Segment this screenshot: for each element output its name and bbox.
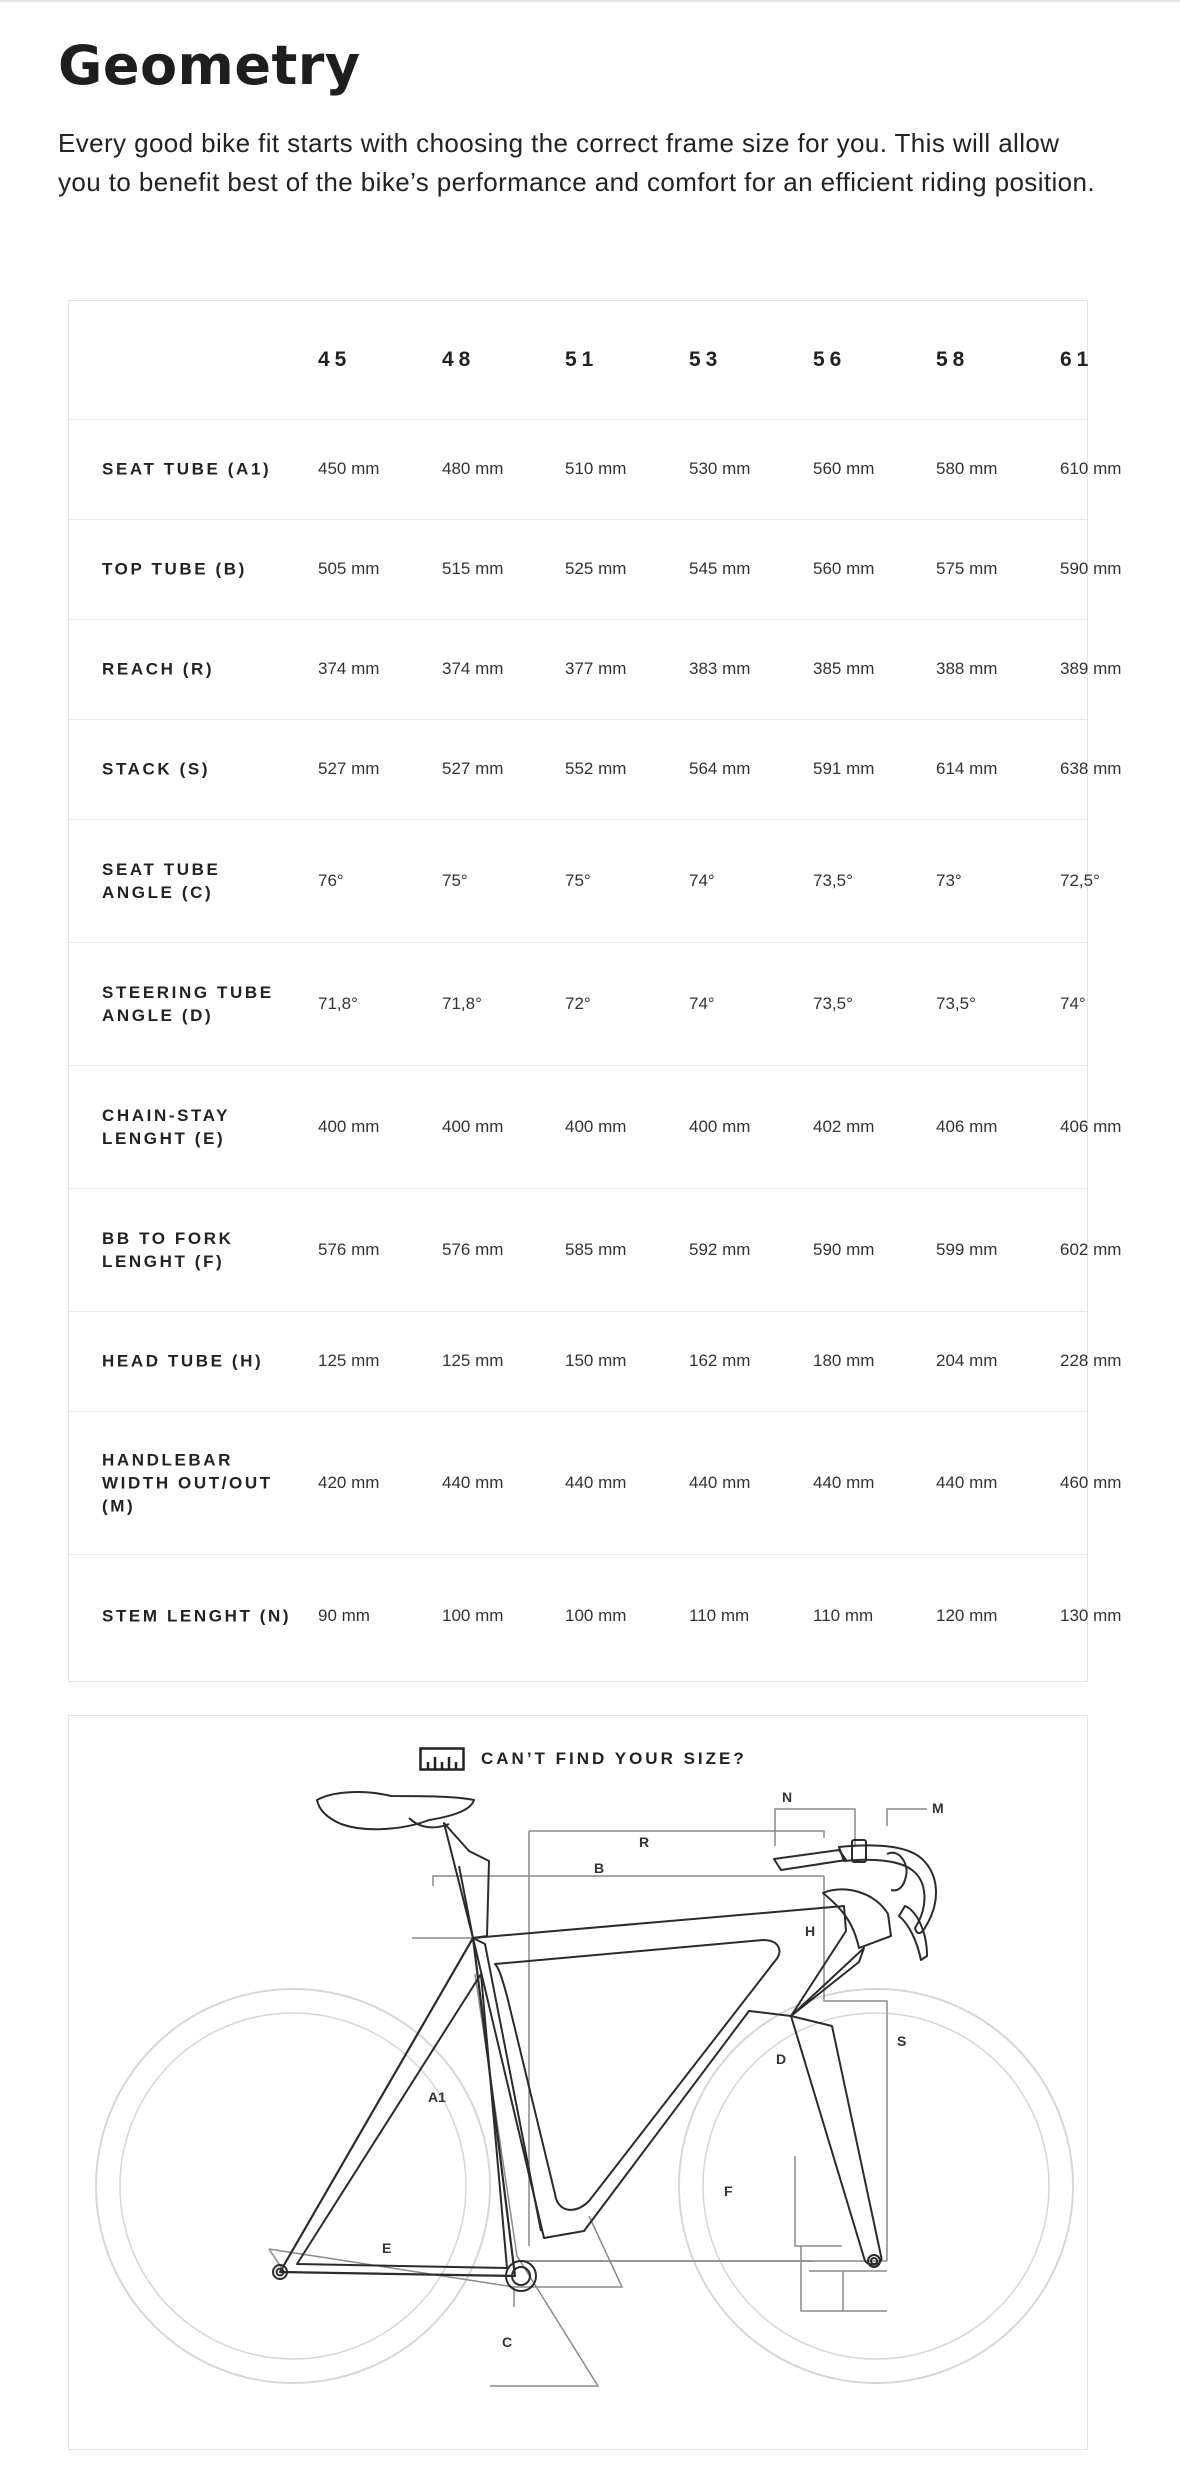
table-cell: 76°	[318, 870, 344, 890]
dim-label-b: B	[594, 1860, 605, 1876]
table-header-row	[69, 301, 1094, 420]
rear-wheel	[96, 1989, 490, 2383]
table-cell: 100 mm	[442, 1605, 504, 1625]
table-cell: 388 mm	[936, 659, 998, 678]
table-cell: 440 mm	[689, 1472, 751, 1492]
row-label: STACK (S)	[102, 759, 211, 779]
size-header: 45	[318, 348, 352, 371]
table-cell: 545 mm	[689, 559, 751, 578]
table-cell: 72,5°	[1060, 870, 1100, 890]
table-cell: 591 mm	[813, 759, 875, 778]
dim-label-c: C	[502, 2334, 513, 2350]
table-cell: 460 mm	[1060, 1472, 1122, 1492]
front-wheel	[679, 1989, 1073, 2383]
table-cell: 575 mm	[936, 559, 998, 578]
table-cell: 74°	[1060, 993, 1086, 1013]
table-cell: 527 mm	[442, 759, 504, 778]
table-cell: 73,5°	[936, 993, 976, 1013]
table-cell: 125 mm	[318, 1351, 380, 1370]
table-cell: 180 mm	[813, 1351, 875, 1370]
table-row	[69, 819, 1100, 943]
size-header: 53	[689, 348, 723, 371]
table-cell: 440 mm	[813, 1472, 875, 1492]
table-cell: 400 mm	[565, 1116, 627, 1136]
size-finder-label: CAN’T FIND YOUR SIZE?	[481, 1749, 747, 1768]
table-cell: 420 mm	[318, 1472, 380, 1492]
row-label: STEM LENGHT (N)	[102, 1606, 292, 1625]
table-cell: 110 mm	[689, 1605, 750, 1625]
table-cell: 389 mm	[1060, 659, 1122, 678]
table-cell: 374 mm	[318, 659, 380, 678]
table-cell: 73°	[936, 870, 962, 890]
dim-label-n: N	[782, 1789, 793, 1805]
table-cell: 580 mm	[936, 459, 998, 478]
table-row	[69, 942, 1087, 1066]
table-cell: 599 mm	[936, 1239, 998, 1259]
row-label: HEAD TUBE (H)	[102, 1351, 264, 1371]
table-cell: 162 mm	[689, 1351, 751, 1370]
table-row	[69, 519, 1122, 620]
dim-label-f: F	[724, 2183, 733, 2199]
table-row	[69, 719, 1122, 820]
table-row	[69, 1065, 1122, 1189]
top-divider	[0, 0, 1180, 2]
table-cell: 377 mm	[565, 659, 627, 678]
dim-label-e: E	[382, 2240, 392, 2256]
table-cell: 590 mm	[1060, 559, 1122, 578]
table-cell: 440 mm	[442, 1472, 504, 1492]
dim-label-d: D	[776, 2051, 787, 2067]
size-header: 58	[936, 348, 970, 371]
dim-label-r: R	[639, 1834, 650, 1850]
table-cell: 510 mm	[565, 459, 627, 478]
bike-frame	[273, 1823, 891, 2291]
dim-label-a1: A1	[428, 2089, 446, 2105]
table-cell: 74°	[689, 993, 715, 1013]
table-cell: 125 mm	[442, 1351, 504, 1370]
table-row	[69, 1311, 1122, 1412]
table-cell: 74°	[689, 870, 715, 890]
table-cell: 560 mm	[813, 459, 875, 478]
row-label: SEAT TUBE (A1)	[102, 459, 272, 479]
table-cell: 110 mm	[813, 1605, 874, 1625]
table-cell: 590 mm	[813, 1239, 875, 1259]
page-title: Geometry	[58, 34, 361, 97]
table-cell: 71,8°	[318, 993, 358, 1013]
table-cell: 480 mm	[442, 459, 504, 478]
table-cell: 120 mm	[936, 1605, 998, 1625]
bike-geometry-drawing	[69, 1716, 1087, 2449]
table-cell: 638 mm	[1060, 759, 1122, 778]
table-cell: 585 mm	[565, 1239, 627, 1259]
table-cell: 560 mm	[813, 559, 875, 578]
geometry-diagram-panel	[68, 1715, 1088, 2450]
table-cell: 71,8°	[442, 993, 482, 1013]
table-cell: 72°	[565, 993, 591, 1013]
table-cell: 610 mm	[1060, 459, 1122, 478]
table-row	[69, 1188, 1122, 1312]
row-label: SEAT TUBE ANGLE (C)	[102, 859, 221, 902]
table-cell: 150 mm	[565, 1351, 627, 1370]
table-cell: 73,5°	[813, 870, 853, 890]
table-cell: 374 mm	[442, 659, 504, 678]
row-label: REACH (R)	[102, 659, 215, 679]
table-cell: 406 mm	[1060, 1116, 1122, 1136]
dim-label-m: M	[932, 1800, 944, 1816]
table-cell: 505 mm	[318, 559, 380, 578]
table-cell: 576 mm	[318, 1239, 380, 1259]
table-row	[69, 1411, 1122, 1555]
table-row	[69, 419, 1122, 520]
row-label: CHAIN-STAY LENGHT (E)	[102, 1105, 230, 1148]
table-cell: 614 mm	[936, 759, 998, 778]
table-cell: 100 mm	[565, 1605, 627, 1625]
table-cell: 204 mm	[936, 1351, 998, 1370]
size-header: 51	[565, 348, 599, 371]
size-header: 56	[813, 348, 847, 371]
table-cell: 406 mm	[936, 1116, 998, 1136]
table-cell: 402 mm	[813, 1116, 875, 1136]
measurement-guides	[269, 1809, 927, 2386]
geometry-table	[68, 300, 1122, 1682]
table-cell: 515 mm	[442, 559, 504, 578]
row-label: BB TO FORK LENGHT (F)	[102, 1228, 234, 1271]
dim-label-h: H	[805, 1923, 816, 1939]
table-cell: 527 mm	[318, 759, 380, 778]
dim-label-s: S	[897, 2033, 907, 2049]
table-row	[69, 1554, 1122, 1677]
table-cell: 228 mm	[1060, 1351, 1122, 1370]
table-cell: 75°	[442, 870, 468, 890]
table-cell: 450 mm	[318, 459, 380, 478]
table-cell: 75°	[565, 870, 591, 890]
size-header: 48	[442, 348, 476, 371]
size-header: 61	[1060, 348, 1094, 371]
table-cell: 602 mm	[1060, 1239, 1122, 1259]
table-cell: 90 mm	[318, 1605, 370, 1625]
row-label: STEERING TUBE ANGLE (D)	[102, 982, 274, 1025]
table-cell: 73,5°	[813, 993, 853, 1013]
table-cell: 552 mm	[565, 759, 627, 778]
table-cell: 525 mm	[565, 559, 627, 578]
table-cell: 130 mm	[1060, 1605, 1122, 1625]
saddle	[317, 1792, 474, 1829]
table-cell: 592 mm	[689, 1239, 751, 1259]
table-cell: 400 mm	[689, 1116, 751, 1136]
table-cell: 530 mm	[689, 459, 751, 478]
table-cell: 400 mm	[318, 1116, 380, 1136]
handlebar	[774, 1840, 936, 1960]
table-cell: 440 mm	[936, 1472, 998, 1492]
intro-text: Every good bike fit starts with choosing the correct frame size for you. This will allow you to benefit best of the bike’s performance and comfort for an efficient riding position.	[58, 128, 1096, 197]
table-cell: 383 mm	[689, 659, 751, 678]
row-label: TOP TUBE (B)	[102, 559, 247, 579]
table-cell: 440 mm	[565, 1472, 627, 1492]
table-cell: 385 mm	[813, 659, 875, 678]
table-cell: 576 mm	[442, 1239, 504, 1259]
table-cell: 400 mm	[442, 1116, 504, 1136]
row-label: HANDLEBAR WIDTH OUT/OUT (M)	[102, 1450, 273, 1515]
table-cell: 564 mm	[689, 759, 751, 778]
table-row	[69, 619, 1122, 720]
